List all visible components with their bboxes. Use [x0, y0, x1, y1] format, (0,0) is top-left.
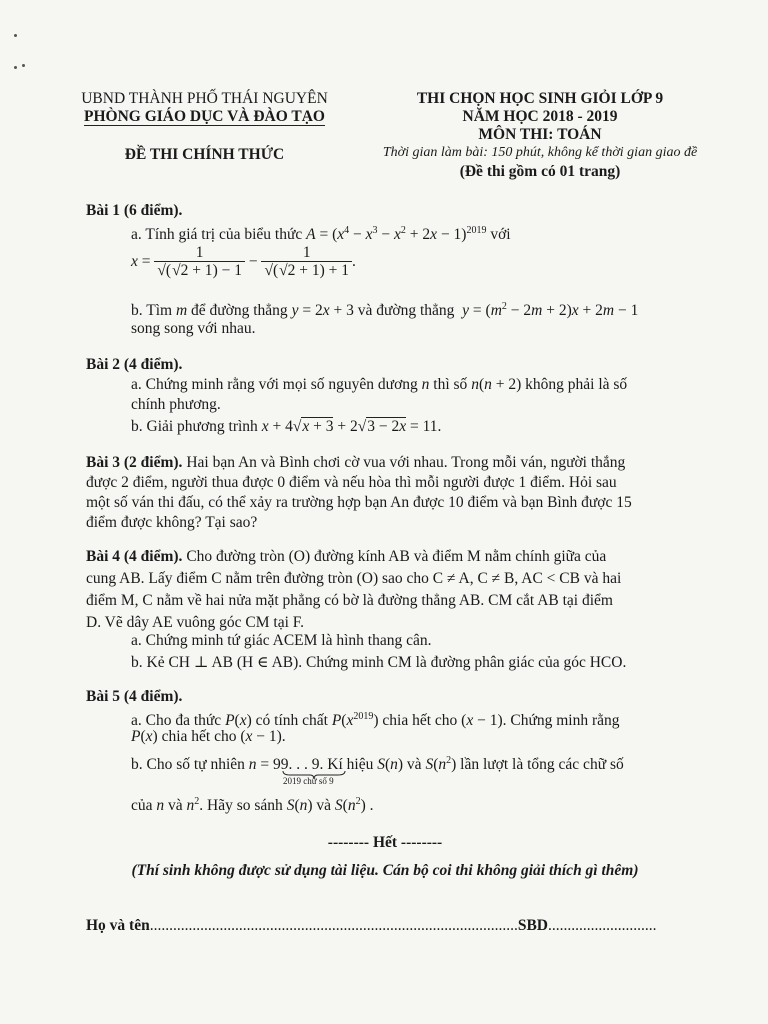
exam-duration: Thời gian làm bài: 150 phút, không kể thời gian giao đề [382, 145, 698, 160]
bai1-a: a. Tính giá trị của biểu thức $A = (x^4 - x^3 - x^2 + 2x - 1)^{2019}$ với [131, 225, 511, 244]
bai2-title: Bài 2 (4 điểm). [86, 356, 183, 373]
bai1-b-line1: b. Tìm m để đường thẳng y = 2x + 3 và đường thẳng $y = (m^2 - 2m + 2)x + 2m - 1$ [131, 301, 639, 320]
bai2-a-line1: a. Chứng minh rằng với mọi số nguyên dương n thì số n(n + 2) không phải là số [131, 376, 628, 393]
exam-title: THI CHỌN HỌC SINH GIỎI LỚP 9 [416, 90, 664, 107]
bai4-b: b. Kẻ CH ⊥ AB (H ∈ AB). Chứng minh CM là đường phân giác của góc HCO. [131, 654, 627, 671]
bai3-line1: Bài 3 (2 điểm). Hai bạn An và Bình chơi cờ vua với nhau. Trong mỗi ván, người thắng [86, 454, 626, 471]
official-exam-label: ĐỀ THI CHÍNH THỨC [124, 146, 285, 163]
end-marker: -------- Hết -------- [327, 834, 443, 851]
bai5-b-line1: b. Cho số tự nhiên n = 99. . . 9. Kí hiệu S(n) và $S(n^2)$ lần lượt là tổng các chữ số [131, 755, 624, 774]
header-department: PHÒNG GIÁO DỤC VÀ ĐÀO TẠO [84, 108, 325, 125]
bai4-line1: Bài 4 (4 điểm). Cho đường tròn (O) đường kính AB và điểm M nằm chính giữa của [86, 548, 607, 565]
bai5-a-line1: a. Cho đa thức P(x) có tính chất $P(x^{2019})$ chia hết cho (x − 1). Chứng minh rằng [131, 711, 620, 730]
sbd-field: ............................ [548, 917, 657, 934]
bai4-line2: cung AB. Lấy điểm C nằm trên đường tròn (O) sao cho C ≠ A, C ≠ B, AC < CB và hai [86, 570, 622, 587]
bai5-b-line2: của n và $n^2$. Hãy so sánh S(n) và $S(n^2)$ . [131, 796, 374, 815]
bai4-a: a. Chứng minh tứ giác ACEM là hình thang cân. [131, 632, 432, 649]
bai3-line4: điểm được không? Tại sao? [86, 514, 258, 531]
footer-note: (Thí sinh không được sử dụng tài liệu. Cán bộ coi thi không giải thích gì thêm) [131, 862, 639, 879]
bai1-x-formula: x = $\frac{1}{√(√2 + 1) - 1}$ − $\frac{1}{√(√2 + 1) + 1}$ . [131, 244, 356, 279]
subject: MÔN THI: TOÁN [478, 126, 602, 143]
bai2-a-line2: chính phương. [131, 396, 221, 413]
header-authority: UBND THÀNH PHỐ THÁI NGUYÊN [81, 90, 328, 107]
bai2-b: b. Giải phương trình x + 4√x + 3 + 2√3 − 2x = 11. [131, 418, 442, 435]
bai4-line3: điểm M, C nằm về hai nửa mặt phẳng có bờ là đường thẳng AB. CM cắt AB tại điểm [86, 592, 613, 609]
sbd-label: SBD [517, 917, 548, 934]
bai3-line2: được 2 điểm, người thua được 0 điểm và nếu hòa thì mỗi người được 1 điểm. Hỏi sau [86, 474, 617, 491]
bai5-title: Bài 5 (4 điểm). [86, 688, 183, 705]
scan-speck [14, 66, 17, 69]
bai3-line3: một số ván thi đấu, có thể xảy ra trường hợp bạn An được 10 điểm và bạn Bình được 15 [86, 494, 632, 511]
scan-speck [22, 64, 25, 67]
bai5-a-line2: P(x) chia hết cho (x − 1). [131, 728, 286, 745]
bai4-line4: D. Vẽ dây AE vuông góc CM tại F. [86, 614, 305, 631]
bai1-b-line2: song song với nhau. [131, 320, 256, 337]
bai1-title: Bài 1 (6 điểm). [86, 202, 183, 219]
candidate-line [86, 915, 657, 937]
page-count: (Đề thi gồm có 01 trang) [459, 163, 621, 180]
name-field: ............................................................................................... [149, 917, 518, 934]
scan-speck [14, 34, 17, 37]
school-year: NĂM HỌC 2018 - 2019 [462, 108, 618, 125]
underbrace-label: 2019 chữ số 9 [283, 776, 334, 786]
name-label: Họ và tên [86, 917, 150, 934]
